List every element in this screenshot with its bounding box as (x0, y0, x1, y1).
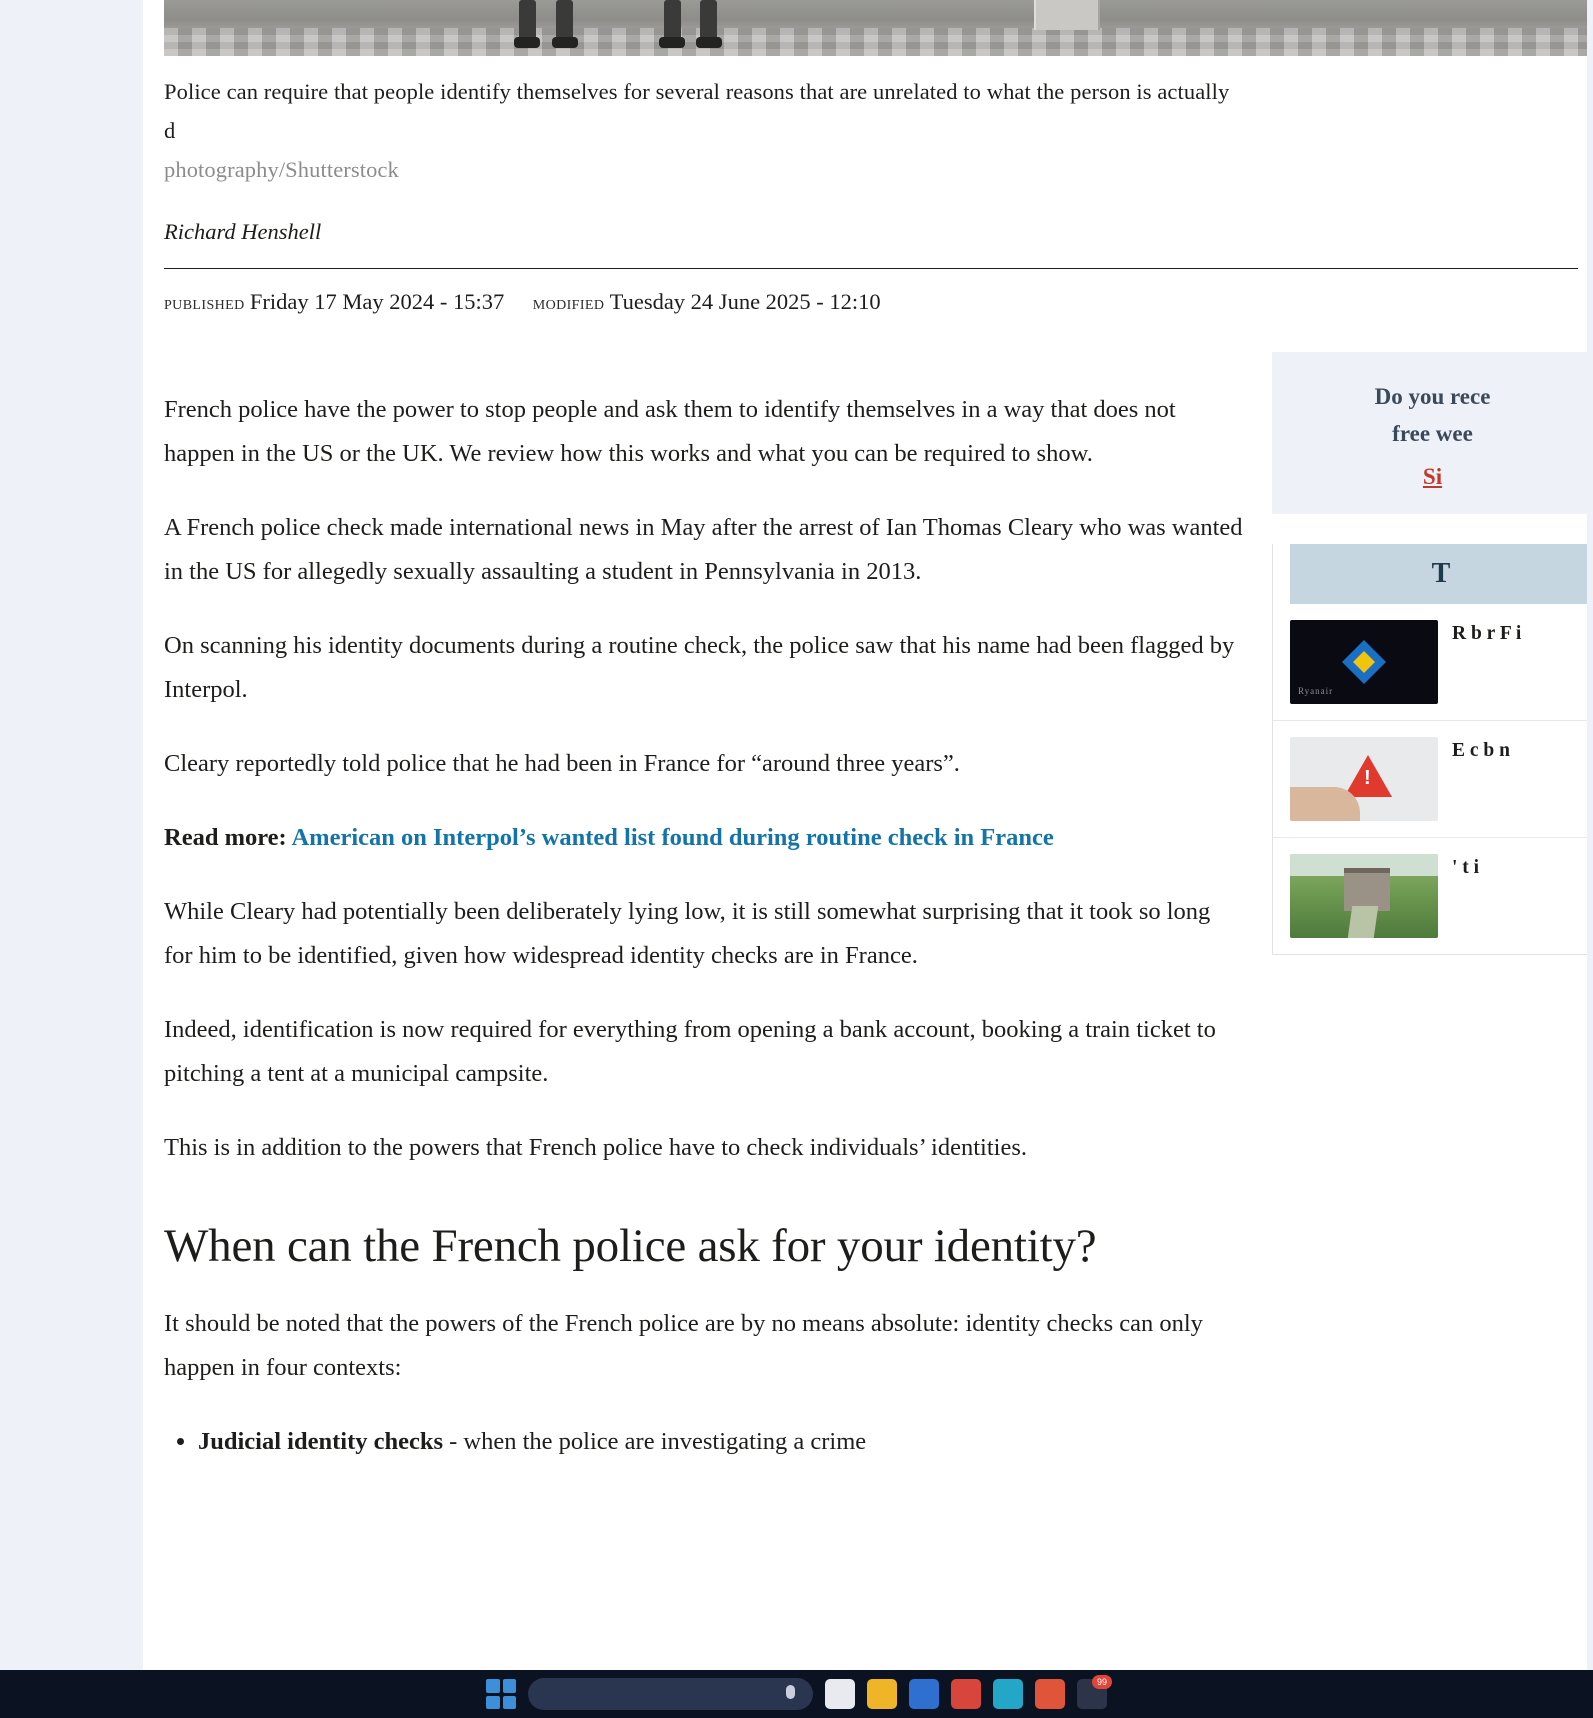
list-item (198, 1420, 1244, 1464)
author-byline[interactable]: Richard Henshell (164, 219, 322, 244)
divider (164, 268, 1578, 269)
list-item[interactable] (1273, 604, 1592, 721)
microphone-icon[interactable] (786, 1685, 795, 1699)
image-caption-text: Police can require that people identify themselves for several reasons that are unrelated to what the person is actually d (164, 79, 1230, 143)
trending-title: T (1290, 544, 1592, 604)
article-column (164, 0, 1244, 1464)
chat-badge: 99 (1092, 1675, 1112, 1689)
folder-icon[interactable] (867, 1679, 897, 1709)
house-garden-thumbnail (1290, 854, 1438, 938)
page-right-edge (1587, 0, 1593, 1670)
context-list (164, 1420, 1244, 1464)
browser-icon[interactable] (993, 1679, 1023, 1709)
sidebar-rail (1272, 352, 1593, 955)
warning-triangle-thumbnail (1290, 737, 1438, 821)
paragraph: Indeed, identification is now required for everything from opening a bank account, booking a train ticket to pitching a tent at a municipal campsite. (164, 1016, 1216, 1087)
store-icon[interactable] (909, 1679, 939, 1709)
image-credit: photography/Shutterstock (164, 157, 399, 182)
paragraph: While Cleary had potentially been deliberately lying low, it is still somewhat surprising that it took so long for him to be identified, given how widespread identity checks are in France. (164, 898, 1211, 969)
paragraph: It should be noted that the powers of the French police are by no means absolute: identity checks can only happen in four contexts: (164, 1310, 1203, 1381)
published-value: Friday 17 May 2024 - 15:37 (249, 289, 505, 314)
trending-panel (1272, 544, 1593, 955)
published-label: published (164, 292, 245, 314)
image-caption (164, 72, 1244, 189)
read-more-link[interactable]: American on Interpol’s wanted list found during routine check in France (291, 824, 1054, 851)
windows-start-icon[interactable] (486, 1679, 516, 1709)
newsletter-signup-link[interactable]: Si (1422, 464, 1443, 489)
article-body (164, 388, 1244, 1464)
search-box[interactable] (528, 1678, 813, 1710)
section-heading: When can the French police ask for your identity? (164, 1220, 1097, 1272)
ryanair-thumbnail: Ryanair (1290, 620, 1438, 704)
paragraph: On scanning his identity documents during a routine check, the police saw that his name had been flagged by Interpol. (164, 632, 1235, 703)
publication-dates (164, 289, 1244, 315)
newsletter-line-2: free wee (1392, 421, 1473, 446)
newsletter-signup-box (1272, 352, 1593, 514)
modified-label: modified (532, 292, 605, 314)
paragraph: This is in addition to the powers that French police have to check individuals’ identities. (164, 1134, 1027, 1161)
article-sheet (143, 0, 1593, 1670)
paragraph: French police have the power to stop people and ask them to identify themselves in a way that does not happen in the US or the UK. We review how this works and what you can be required to show. (164, 396, 1176, 467)
trending-item-title: E c b n (1452, 740, 1510, 761)
chat-icon[interactable] (1077, 1679, 1107, 1709)
list-item[interactable] (1273, 721, 1592, 838)
file-explorer-icon[interactable] (825, 1679, 855, 1709)
list-item[interactable] (1273, 838, 1592, 954)
paragraph: A French police check made international news in May after the arrest of Ian Thomas Cleary who was wanted in the US for allegedly sexually assaulting a student in Pennsylvania in 2013. (164, 514, 1243, 585)
trending-item-title: ' t i (1452, 857, 1480, 878)
read-more-line (164, 816, 1244, 860)
record-icon[interactable] (1035, 1679, 1065, 1709)
read-more-label: Read more: (164, 824, 287, 851)
newsletter-line-1: Do you rece (1374, 384, 1491, 409)
mail-icon[interactable] (951, 1679, 981, 1709)
paragraph: Cleary reportedly told police that he had been in France for “around three years”. (164, 750, 960, 777)
list-item-rest: - when the police are investigating a crime (443, 1428, 867, 1455)
list-item-term: Judicial identity checks (198, 1428, 444, 1455)
modified-value: Tuesday 24 June 2025 - 12:10 (609, 289, 881, 314)
trending-item-title: R b r F i (1452, 623, 1522, 644)
taskbar (0, 1670, 1593, 1718)
